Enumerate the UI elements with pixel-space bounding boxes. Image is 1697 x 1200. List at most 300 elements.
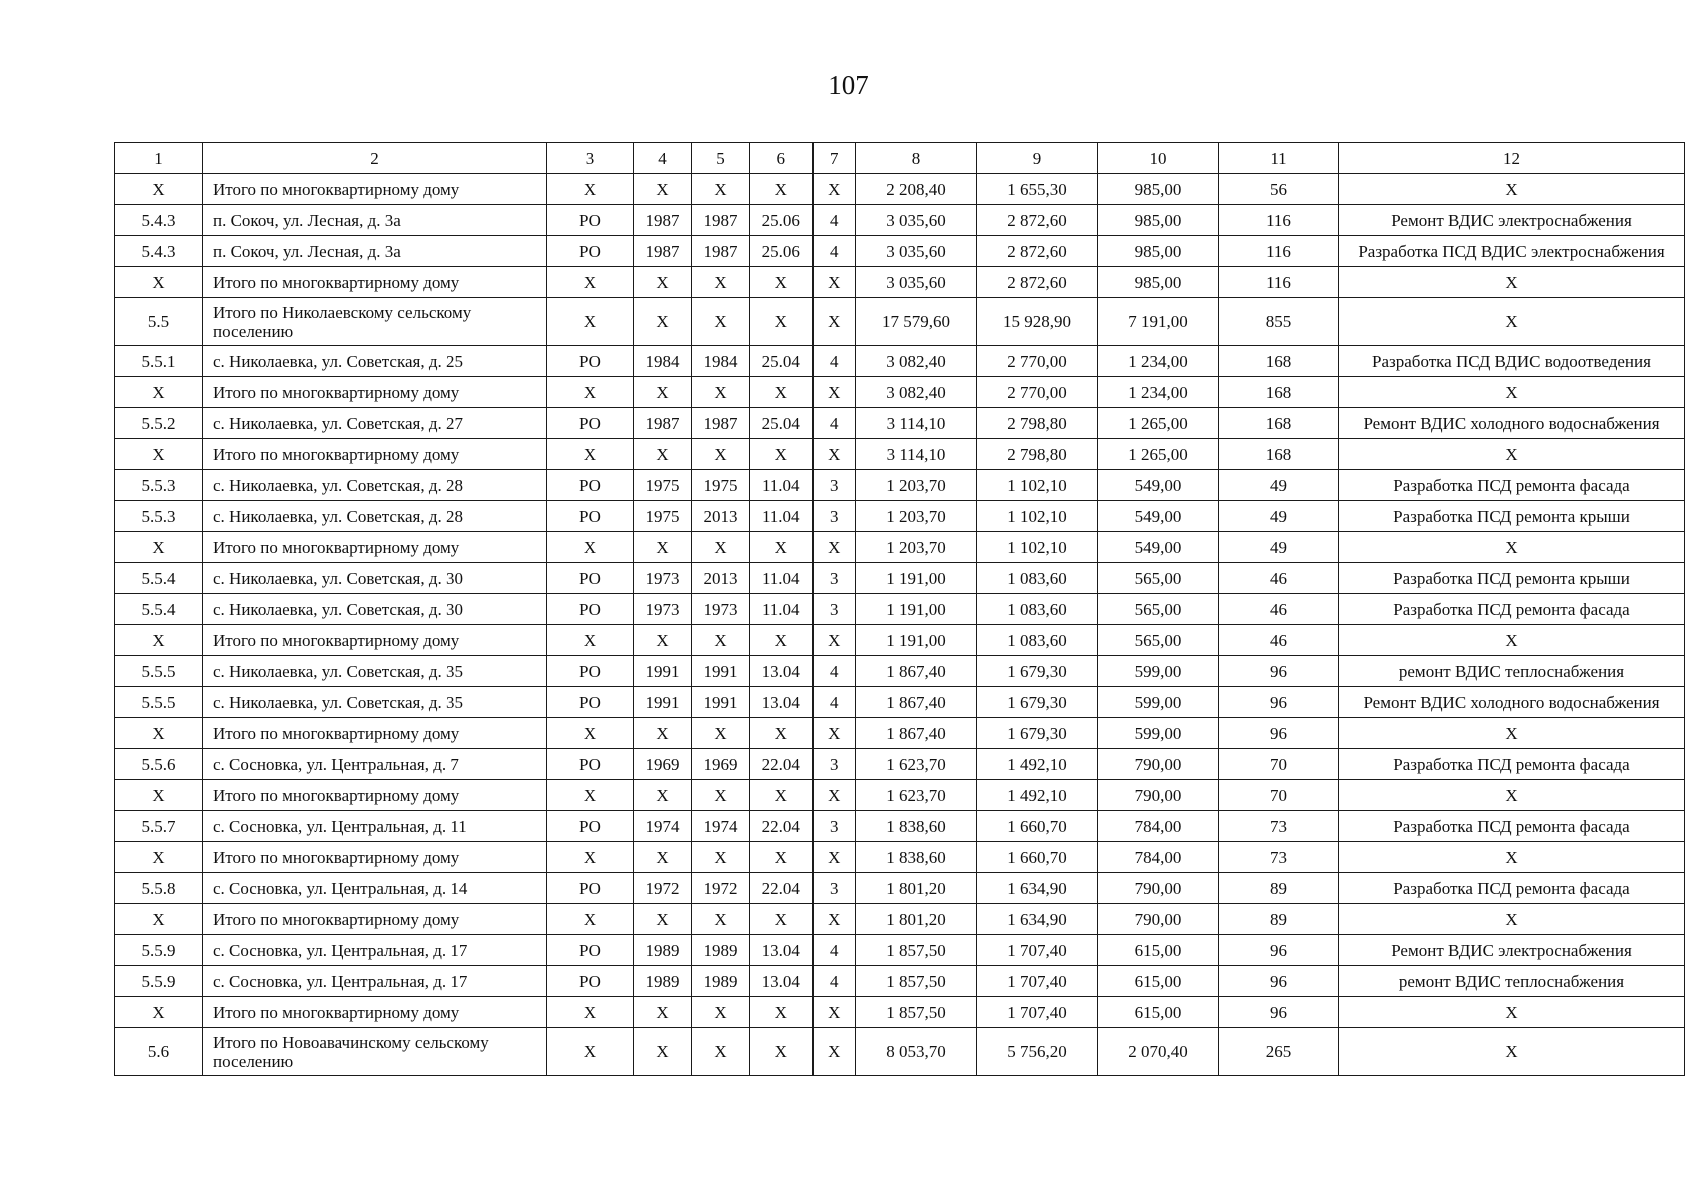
subtotal-row: [115, 625, 1685, 656]
table-cell: 565,00: [1098, 594, 1219, 625]
table-cell: 1974: [634, 811, 692, 842]
table-cell: 599,00: [1098, 656, 1219, 687]
table-cell: X: [115, 377, 203, 408]
table-cell: X: [115, 439, 203, 470]
table-cell: 46: [1219, 625, 1339, 656]
header-cell: 8: [856, 143, 977, 174]
subtotal-row: [115, 532, 1685, 563]
table-cell: 1989: [692, 935, 750, 966]
table-cell: 2 872,60: [977, 267, 1098, 298]
table-row: [115, 966, 1685, 997]
table-cell: 13.04: [750, 656, 813, 687]
table-cell: X: [1339, 625, 1685, 656]
table-cell: X: [115, 174, 203, 205]
table-cell: 1991: [692, 656, 750, 687]
subtotal-row: [115, 439, 1685, 470]
table-cell: 1 083,60: [977, 625, 1098, 656]
table-cell: Ремонт ВДИС холодного водоснабжения: [1339, 687, 1685, 718]
table-cell: Итого по многоквартирному дому: [203, 625, 547, 656]
table-cell: X: [547, 377, 634, 408]
table-cell: X: [692, 298, 750, 346]
table-row: [115, 594, 1685, 625]
header-cell: 2: [203, 143, 547, 174]
table-cell: X: [547, 532, 634, 563]
table-cell: с. Николаевка, ул. Советская, д. 35: [203, 656, 547, 687]
table-cell: Итого по многоквартирному дому: [203, 267, 547, 298]
table-cell: 89: [1219, 873, 1339, 904]
table-cell: 5.6: [115, 1028, 203, 1076]
table-cell: Разработка ПСД ремонта фасада: [1339, 594, 1685, 625]
table-cell: X: [750, 842, 813, 873]
table-cell: 116: [1219, 267, 1339, 298]
subtotal-row: [115, 997, 1685, 1028]
table-cell: X: [634, 532, 692, 563]
table-cell: 3: [813, 811, 856, 842]
table-cell: 4: [813, 687, 856, 718]
table-row: [115, 501, 1685, 532]
table-row: [115, 656, 1685, 687]
table-cell: п. Сокоч, ул. Лесная, д. 3а: [203, 205, 547, 236]
table-cell: 1 191,00: [856, 625, 977, 656]
table-cell: 1 102,10: [977, 501, 1098, 532]
table-cell: 1 838,60: [856, 811, 977, 842]
table-cell: 1 191,00: [856, 594, 977, 625]
table-cell: 2 070,40: [1098, 1028, 1219, 1076]
table-cell: 615,00: [1098, 997, 1219, 1028]
table-cell: X: [547, 625, 634, 656]
table-cell: X: [813, 904, 856, 935]
table-cell: 96: [1219, 656, 1339, 687]
table-cell: 4: [813, 656, 856, 687]
table-cell: 1 707,40: [977, 966, 1098, 997]
table-cell: ремонт ВДИС теплоснабжения: [1339, 656, 1685, 687]
table-cell: 549,00: [1098, 501, 1219, 532]
table-cell: РО: [547, 687, 634, 718]
header-cell: 1: [115, 143, 203, 174]
table-cell: 2013: [692, 563, 750, 594]
table-cell: 1 660,70: [977, 811, 1098, 842]
table-cell: X: [813, 532, 856, 563]
table-cell: 1 679,30: [977, 718, 1098, 749]
table-row: [115, 749, 1685, 780]
table-cell: 1 203,70: [856, 501, 977, 532]
table-cell: 1974: [692, 811, 750, 842]
table-cell: 1 203,70: [856, 532, 977, 563]
table-cell: РО: [547, 236, 634, 267]
table-row: [115, 346, 1685, 377]
table-cell: 168: [1219, 439, 1339, 470]
table-cell: 4: [813, 346, 856, 377]
table-cell: 985,00: [1098, 236, 1219, 267]
table-cell: 25.04: [750, 408, 813, 439]
table-cell: X: [750, 718, 813, 749]
table-cell: X: [813, 718, 856, 749]
subtotal-row: [115, 377, 1685, 408]
table-cell: 1975: [692, 470, 750, 501]
page-number: 107: [828, 70, 869, 100]
table-cell: Ремонт ВДИС электроснабжения: [1339, 935, 1685, 966]
table-cell: Разработка ПСД ремонта фасада: [1339, 749, 1685, 780]
table-cell: 1973: [692, 594, 750, 625]
table-cell: X: [1339, 532, 1685, 563]
table-cell: X: [115, 904, 203, 935]
table-cell: 3: [813, 501, 856, 532]
table-cell: X: [692, 1028, 750, 1076]
table-row: [115, 811, 1685, 842]
table-cell: X: [634, 174, 692, 205]
table-cell: 1 234,00: [1098, 346, 1219, 377]
table-cell: X: [1339, 842, 1685, 873]
table-cell: X: [750, 997, 813, 1028]
header-cell: 9: [977, 143, 1098, 174]
header-cell: 10: [1098, 143, 1219, 174]
table-cell: X: [634, 439, 692, 470]
table-cell: X: [115, 532, 203, 563]
table-cell: 3: [813, 873, 856, 904]
table-cell: 8 053,70: [856, 1028, 977, 1076]
table-cell: 25.04: [750, 346, 813, 377]
table-cell: 565,00: [1098, 563, 1219, 594]
subtotal-row: [115, 174, 1685, 205]
table-cell: 1 083,60: [977, 594, 1098, 625]
table-cell: X: [634, 997, 692, 1028]
table-cell: 1975: [634, 501, 692, 532]
table-cell: 1987: [692, 408, 750, 439]
table-cell: 13.04: [750, 687, 813, 718]
table-cell: 1 679,30: [977, 656, 1098, 687]
table-cell: 985,00: [1098, 267, 1219, 298]
header-cell: 12: [1339, 143, 1685, 174]
table-cell: 3 035,60: [856, 267, 977, 298]
table-cell: X: [692, 718, 750, 749]
table-cell: 5.5.6: [115, 749, 203, 780]
table-row: [115, 563, 1685, 594]
table-cell: 1 679,30: [977, 687, 1098, 718]
data-table: [114, 142, 1685, 1076]
table-cell: 5.5.4: [115, 563, 203, 594]
table-cell: 5.5.4: [115, 594, 203, 625]
table-row: [115, 935, 1685, 966]
table-cell: с. Николаевка, ул. Советская, д. 28: [203, 470, 547, 501]
table-cell: 5.5.3: [115, 501, 203, 532]
subtotal-row: [115, 780, 1685, 811]
table-cell: X: [634, 625, 692, 656]
table-cell: X: [1339, 439, 1685, 470]
table-cell: 985,00: [1098, 205, 1219, 236]
table-cell: 1 867,40: [856, 718, 977, 749]
table-cell: 1 660,70: [977, 842, 1098, 873]
table-cell: 7 191,00: [1098, 298, 1219, 346]
table-cell: X: [115, 625, 203, 656]
table-cell: X: [115, 780, 203, 811]
table-cell: с. Сосновка, ул. Центральная, д. 11: [203, 811, 547, 842]
table-cell: 5.5.2: [115, 408, 203, 439]
table-cell: 1991: [634, 656, 692, 687]
table-cell: X: [547, 718, 634, 749]
table-cell: 4: [813, 236, 856, 267]
table-cell: X: [547, 439, 634, 470]
table-cell: 49: [1219, 532, 1339, 563]
table-cell: 5 756,20: [977, 1028, 1098, 1076]
table-cell: 1975: [634, 470, 692, 501]
table-cell: 5.5.1: [115, 346, 203, 377]
table-cell: 1984: [634, 346, 692, 377]
table-cell: X: [813, 625, 856, 656]
table-cell: X: [1339, 1028, 1685, 1076]
table-cell: X: [547, 904, 634, 935]
table-cell: Итого по Николаевскому сельскому поселению: [203, 298, 547, 346]
table-cell: X: [115, 842, 203, 873]
table-cell: X: [750, 174, 813, 205]
table-cell: X: [750, 377, 813, 408]
table-cell: РО: [547, 935, 634, 966]
table-cell: 3: [813, 749, 856, 780]
table-cell: X: [547, 997, 634, 1028]
table-cell: 1 801,20: [856, 873, 977, 904]
table-cell: 11.04: [750, 501, 813, 532]
table-cell: X: [634, 780, 692, 811]
table-cell: 1 801,20: [856, 904, 977, 935]
table-cell: 1 857,50: [856, 997, 977, 1028]
table-cell: Итого по многоквартирному дому: [203, 174, 547, 205]
table-cell: X: [1339, 298, 1685, 346]
table-cell: Итого по многоквартирному дому: [203, 532, 547, 563]
table-cell: X: [813, 174, 856, 205]
table-cell: 1991: [692, 687, 750, 718]
table-cell: Разработка ПСД ремонта крыши: [1339, 501, 1685, 532]
table-cell: X: [813, 1028, 856, 1076]
table-cell: Итого по многоквартирному дому: [203, 439, 547, 470]
table-cell: X: [547, 1028, 634, 1076]
table-cell: 1 634,90: [977, 904, 1098, 935]
table-cell: 790,00: [1098, 873, 1219, 904]
table-cell: 265: [1219, 1028, 1339, 1076]
table-cell: 22.04: [750, 749, 813, 780]
table-cell: 3 035,60: [856, 205, 977, 236]
table-cell: 1 623,70: [856, 749, 977, 780]
table-row: [115, 470, 1685, 501]
table-cell: 70: [1219, 749, 1339, 780]
table-cell: 1 265,00: [1098, 408, 1219, 439]
table-cell: X: [547, 174, 634, 205]
table-cell: 5.5.3: [115, 470, 203, 501]
table-cell: X: [547, 267, 634, 298]
header-cell: 4: [634, 143, 692, 174]
table-cell: 2 798,80: [977, 408, 1098, 439]
table-cell: 615,00: [1098, 935, 1219, 966]
table-cell: X: [750, 298, 813, 346]
table-cell: X: [692, 997, 750, 1028]
table-cell: 168: [1219, 408, 1339, 439]
table-cell: 1 867,40: [856, 656, 977, 687]
table-cell: с. Николаевка, ул. Советская, д. 30: [203, 563, 547, 594]
table-cell: РО: [547, 501, 634, 532]
table-cell: 1972: [692, 873, 750, 904]
table-cell: 790,00: [1098, 780, 1219, 811]
table-cell: X: [634, 1028, 692, 1076]
table-cell: 3 114,10: [856, 439, 977, 470]
table-cell: 1 265,00: [1098, 439, 1219, 470]
table-cell: X: [634, 377, 692, 408]
table-cell: 1987: [692, 205, 750, 236]
table-cell: X: [750, 532, 813, 563]
table-cell: 4: [813, 966, 856, 997]
table-cell: 5.5.8: [115, 873, 203, 904]
table-cell: 599,00: [1098, 687, 1219, 718]
header-row: [115, 143, 1685, 174]
subtotal-row: [115, 842, 1685, 873]
table-cell: X: [813, 298, 856, 346]
table-cell: 790,00: [1098, 904, 1219, 935]
table-cell: Разработка ПСД ВДИС водоотведения: [1339, 346, 1685, 377]
table-cell: 46: [1219, 563, 1339, 594]
table-cell: X: [813, 267, 856, 298]
table-cell: 2 770,00: [977, 377, 1098, 408]
table-cell: 1 234,00: [1098, 377, 1219, 408]
table-cell: 116: [1219, 205, 1339, 236]
table-cell: X: [750, 904, 813, 935]
table-cell: 3 082,40: [856, 346, 977, 377]
table-cell: X: [692, 439, 750, 470]
table-cell: 25.06: [750, 236, 813, 267]
table-cell: 1987: [692, 236, 750, 267]
table-cell: 11.04: [750, 594, 813, 625]
table-cell: 1 102,10: [977, 532, 1098, 563]
table-cell: 565,00: [1098, 625, 1219, 656]
table-cell: X: [813, 439, 856, 470]
table-cell: Разработка ПСД ремонта фасада: [1339, 811, 1685, 842]
table-cell: X: [750, 780, 813, 811]
table-cell: 1 655,30: [977, 174, 1098, 205]
table-cell: 13.04: [750, 935, 813, 966]
table-cell: X: [1339, 377, 1685, 408]
table-cell: 15 928,90: [977, 298, 1098, 346]
table-cell: X: [692, 625, 750, 656]
table-row: [115, 1028, 1685, 1076]
table-cell: 5.4.3: [115, 236, 203, 267]
table-cell: 96: [1219, 966, 1339, 997]
subtotal-row: [115, 904, 1685, 935]
table-cell: 70: [1219, 780, 1339, 811]
table-row: [115, 236, 1685, 267]
table-cell: X: [1339, 780, 1685, 811]
table-cell: Итого по многоквартирному дому: [203, 718, 547, 749]
table-cell: Итого по многоквартирному дому: [203, 997, 547, 1028]
table-cell: 5.5.7: [115, 811, 203, 842]
table-cell: 2 798,80: [977, 439, 1098, 470]
table-cell: 168: [1219, 346, 1339, 377]
table-cell: 784,00: [1098, 842, 1219, 873]
table-cell: 1 083,60: [977, 563, 1098, 594]
table-cell: X: [547, 842, 634, 873]
table-cell: X: [634, 718, 692, 749]
table-cell: 96: [1219, 687, 1339, 718]
table-cell: 46: [1219, 594, 1339, 625]
table-cell: 5.5: [115, 298, 203, 346]
table-cell: 2 208,40: [856, 174, 977, 205]
table-row: [115, 408, 1685, 439]
header-cell: 11: [1219, 143, 1339, 174]
table-cell: 790,00: [1098, 749, 1219, 780]
table-cell: Разработка ПСД ремонта крыши: [1339, 563, 1685, 594]
header-cell: 5: [692, 143, 750, 174]
table-cell: 5.5.9: [115, 966, 203, 997]
table-cell: X: [1339, 718, 1685, 749]
table-cell: X: [1339, 174, 1685, 205]
table-cell: 2 770,00: [977, 346, 1098, 377]
table-cell: 1987: [634, 205, 692, 236]
table-cell: X: [750, 625, 813, 656]
table-cell: 96: [1219, 997, 1339, 1028]
table-cell: X: [1339, 997, 1685, 1028]
table-cell: 2013: [692, 501, 750, 532]
table-cell: с. Сосновка, ул. Центральная, д. 17: [203, 935, 547, 966]
table-cell: РО: [547, 749, 634, 780]
table-cell: 22.04: [750, 811, 813, 842]
table-cell: 1 838,60: [856, 842, 977, 873]
table-cell: 1989: [634, 935, 692, 966]
table-row: [115, 873, 1685, 904]
table-cell: 599,00: [1098, 718, 1219, 749]
table-cell: 1 707,40: [977, 997, 1098, 1028]
table-cell: РО: [547, 594, 634, 625]
table-cell: РО: [547, 205, 634, 236]
table-cell: 1 203,70: [856, 470, 977, 501]
table-cell: с. Сосновка, ул. Центральная, д. 17: [203, 966, 547, 997]
table-cell: 73: [1219, 842, 1339, 873]
table-cell: 11.04: [750, 470, 813, 501]
table-cell: с. Николаевка, ул. Советская, д. 30: [203, 594, 547, 625]
table-cell: X: [547, 298, 634, 346]
table-cell: 22.04: [750, 873, 813, 904]
table-cell: 4: [813, 935, 856, 966]
table-cell: РО: [547, 656, 634, 687]
table-cell: 11.04: [750, 563, 813, 594]
table-cell: 1 857,50: [856, 966, 977, 997]
table-cell: с. Сосновка, ул. Центральная, д. 7: [203, 749, 547, 780]
table-cell: 1 492,10: [977, 749, 1098, 780]
table-cell: 1 492,10: [977, 780, 1098, 811]
table-cell: Ремонт ВДИС холодного водоснабжения: [1339, 408, 1685, 439]
table-cell: 3: [813, 470, 856, 501]
table-cell: X: [692, 377, 750, 408]
table-cell: X: [1339, 267, 1685, 298]
table-cell: 1989: [634, 966, 692, 997]
table-cell: РО: [547, 346, 634, 377]
table-cell: 985,00: [1098, 174, 1219, 205]
table-cell: РО: [547, 470, 634, 501]
table-cell: 615,00: [1098, 966, 1219, 997]
table-cell: Ремонт ВДИС электроснабжения: [1339, 205, 1685, 236]
table-cell: 549,00: [1098, 470, 1219, 501]
table-cell: 3: [813, 563, 856, 594]
table-cell: 1 191,00: [856, 563, 977, 594]
table-cell: 5.5.5: [115, 687, 203, 718]
table-cell: 1991: [634, 687, 692, 718]
table-cell: 5.5.5: [115, 656, 203, 687]
table-cell: 1989: [692, 966, 750, 997]
subtotal-row: [115, 267, 1685, 298]
header-cell: 7: [813, 143, 856, 174]
table-cell: X: [813, 997, 856, 1028]
table-cell: 73: [1219, 811, 1339, 842]
table-cell: 1973: [634, 563, 692, 594]
table-cell: X: [634, 904, 692, 935]
table-cell: 1969: [634, 749, 692, 780]
table-cell: X: [813, 780, 856, 811]
table-cell: X: [115, 267, 203, 298]
table-cell: РО: [547, 873, 634, 904]
